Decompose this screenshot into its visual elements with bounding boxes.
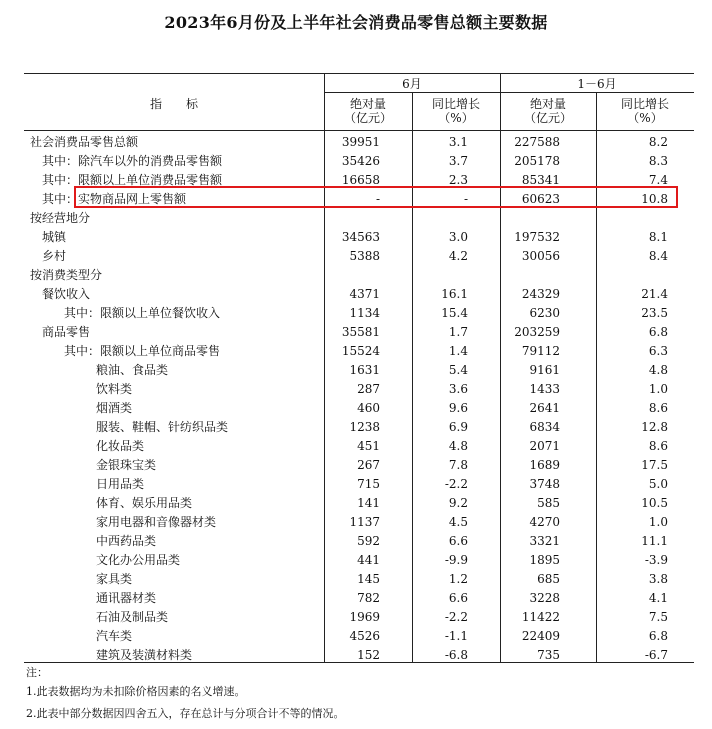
cell-j-yoy: 15.4 xyxy=(441,306,468,320)
cell-h-abs: 197532 xyxy=(514,230,560,244)
cell-j-yoy: 3.6 xyxy=(448,382,468,396)
cell-j-yoy: 1.4 xyxy=(448,344,468,358)
cell-j-yoy: 7.8 xyxy=(448,458,468,472)
cell-h-abs: 205178 xyxy=(514,154,560,168)
cell-h-abs: 85341 xyxy=(521,173,560,187)
row-label: 其中：实物商品网上零售额 xyxy=(42,192,187,206)
cell-h-yoy: 11.1 xyxy=(641,534,668,548)
cell-h-abs: 79112 xyxy=(521,344,560,358)
table-row xyxy=(24,589,694,608)
table-row xyxy=(24,570,694,589)
header-h1-yoy: 同比增长 （%） xyxy=(620,97,669,125)
cell-j-yoy: 3.1 xyxy=(448,135,468,149)
row-label: 按经营地分 xyxy=(30,211,91,225)
group-header-rule xyxy=(324,92,694,93)
cell-h-abs: 3228 xyxy=(529,591,560,605)
cell-j-abs: 1631 xyxy=(349,363,380,377)
row-label: 中西药品类 xyxy=(96,534,157,548)
cell-j-abs: 5388 xyxy=(349,249,380,263)
cell-h-abs: 22409 xyxy=(521,629,560,643)
cell-j-abs: 152 xyxy=(357,648,380,662)
cell-j-abs: 16658 xyxy=(341,173,380,187)
cell-h-yoy: 10.8 xyxy=(641,192,668,206)
table-row xyxy=(24,133,694,152)
row-label: 其中：限额以上单位餐饮收入 xyxy=(64,306,221,320)
notes-heading: 注： xyxy=(26,666,48,679)
cell-h-yoy: 8.6 xyxy=(648,439,668,453)
cell-h-yoy: 8.3 xyxy=(648,154,668,168)
cell-j-abs: 15524 xyxy=(341,344,380,358)
row-label: 社会消费品零售总额 xyxy=(30,135,139,149)
row-label: 其中：限额以上单位商品零售 xyxy=(64,344,221,358)
row-label: 家具类 xyxy=(96,572,133,586)
cell-h-abs: 3748 xyxy=(529,477,560,491)
cell-j-yoy: 9.2 xyxy=(448,496,468,510)
row-label: 汽车类 xyxy=(96,629,133,643)
cell-j-yoy: 16.1 xyxy=(441,287,468,301)
note-2: 2.此表中部分数据因四舍五入，存在总计与分项合计不等的情况。 xyxy=(26,707,345,720)
cell-h-yoy: 6.3 xyxy=(648,344,668,358)
cell-h-abs: 2071 xyxy=(529,439,560,453)
cell-j-yoy: -2.2 xyxy=(444,477,468,491)
cell-h-yoy: 23.5 xyxy=(641,306,668,320)
cell-h-yoy: 1.0 xyxy=(648,382,668,396)
cell-h-yoy: 21.4 xyxy=(641,287,668,301)
row-label: 烟酒类 xyxy=(96,401,133,415)
table-row xyxy=(24,399,694,418)
cell-h-abs: 30056 xyxy=(521,249,560,263)
table-row xyxy=(24,627,694,646)
cell-h-yoy: -6.7 xyxy=(644,648,668,662)
cell-j-abs: 4371 xyxy=(349,287,380,301)
cell-j-yoy: -6.8 xyxy=(444,648,468,662)
cell-j-abs: 1969 xyxy=(349,610,380,624)
cell-j-abs: 451 xyxy=(357,439,380,453)
cell-j-yoy: 1.7 xyxy=(448,325,468,339)
table-row xyxy=(24,323,694,342)
row-label: 城镇 xyxy=(42,230,67,244)
cell-h-yoy: 6.8 xyxy=(648,629,668,643)
cell-h-yoy: 8.1 xyxy=(648,230,668,244)
row-label: 按消费类型分 xyxy=(30,268,103,282)
row-label: 餐饮收入 xyxy=(42,287,91,301)
cell-h-abs: 735 xyxy=(537,648,560,662)
note-1: 1.此表数据均为未扣除价格因素的名义增速。 xyxy=(26,685,246,698)
cell-j-yoy: -9.9 xyxy=(444,553,468,567)
cell-h-abs: 1433 xyxy=(529,382,560,396)
table-row xyxy=(24,494,694,513)
cell-j-abs: - xyxy=(375,192,380,206)
highlight-box xyxy=(74,186,678,208)
cell-h-yoy: 7.4 xyxy=(648,173,668,187)
cell-j-abs: 592 xyxy=(357,534,380,548)
cell-j-abs: 441 xyxy=(357,553,380,567)
cell-j-abs: 4526 xyxy=(349,629,380,643)
cell-j-yoy: 9.6 xyxy=(448,401,468,415)
cell-h-abs: 203259 xyxy=(514,325,560,339)
table-row xyxy=(24,437,694,456)
header-h1-abs: 绝对量 （亿元） xyxy=(523,97,572,125)
cell-h-abs: 1895 xyxy=(529,553,560,567)
table-row xyxy=(24,418,694,437)
row-label: 其中：限额以上单位消费品零售额 xyxy=(42,173,223,187)
row-label: 通讯器材类 xyxy=(96,591,157,605)
cell-j-abs: 35426 xyxy=(341,154,380,168)
cell-j-yoy: 3.0 xyxy=(448,230,468,244)
cell-h-abs: 585 xyxy=(537,496,560,510)
cell-j-yoy: 3.7 xyxy=(448,154,468,168)
header-june: 6月 xyxy=(402,77,422,91)
row-label: 商品零售 xyxy=(42,325,91,339)
table-row xyxy=(24,342,694,361)
cell-j-abs: 782 xyxy=(357,591,380,605)
table-row xyxy=(24,608,694,627)
cell-h-abs: 2641 xyxy=(529,401,560,415)
cell-j-abs: 34563 xyxy=(341,230,380,244)
table-row xyxy=(24,532,694,551)
cell-j-abs: 145 xyxy=(357,572,380,586)
cell-h-abs: 60623 xyxy=(521,192,560,206)
header-june-yoy: 同比增长 （%） xyxy=(431,97,480,125)
table-row xyxy=(24,513,694,532)
cell-j-yoy: 4.5 xyxy=(448,515,468,529)
cell-j-yoy: 4.2 xyxy=(448,249,468,263)
cell-h-yoy: 8.4 xyxy=(648,249,668,263)
cell-h-yoy: 4.1 xyxy=(648,591,668,605)
cell-j-abs: 715 xyxy=(357,477,380,491)
cell-h-abs: 11422 xyxy=(521,610,560,624)
cell-j-abs: 1137 xyxy=(349,515,380,529)
row-label: 文化办公用品类 xyxy=(96,553,181,567)
table-row xyxy=(24,209,694,228)
cell-h-yoy: 8.2 xyxy=(648,135,668,149)
cell-j-abs: 1134 xyxy=(349,306,380,320)
cell-j-yoy: -2.2 xyxy=(444,610,468,624)
cell-j-yoy: 5.4 xyxy=(448,363,468,377)
cell-j-abs: 35581 xyxy=(341,325,380,339)
cell-j-yoy: 6.6 xyxy=(448,591,468,605)
table-row xyxy=(24,475,694,494)
row-label: 体育、娱乐用品类 xyxy=(96,496,193,510)
table-row xyxy=(24,152,694,171)
header-bottom-rule xyxy=(24,130,694,131)
row-label: 石油及制品类 xyxy=(96,610,169,624)
cell-h-yoy: 5.0 xyxy=(648,477,668,491)
row-label: 日用品类 xyxy=(96,477,145,491)
table-row xyxy=(24,551,694,570)
table-row xyxy=(24,304,694,323)
cell-j-abs: 460 xyxy=(357,401,380,415)
row-label: 饮料类 xyxy=(96,382,133,396)
cell-h-yoy: 6.8 xyxy=(648,325,668,339)
table-top-rule xyxy=(24,73,694,74)
cell-h-abs: 4270 xyxy=(529,515,560,529)
row-label: 其中：除汽车以外的消费品零售额 xyxy=(42,154,223,168)
cell-j-abs: 141 xyxy=(357,496,380,510)
cell-j-yoy: 1.2 xyxy=(448,572,468,586)
cell-h-yoy: 3.8 xyxy=(648,572,668,586)
cell-h-abs: 6834 xyxy=(529,420,560,434)
cell-j-abs: 39951 xyxy=(341,135,380,149)
cell-h-abs: 9161 xyxy=(529,363,560,377)
header-june-abs: 绝对量 （亿元） xyxy=(343,97,392,125)
cell-j-yoy: 4.8 xyxy=(448,439,468,453)
cell-h-yoy: 10.5 xyxy=(641,496,668,510)
row-label: 家用电器和音像器材类 xyxy=(96,515,217,529)
row-label: 服装、鞋帽、针纺织品类 xyxy=(96,420,229,434)
cell-h-abs: 24329 xyxy=(521,287,560,301)
table-row xyxy=(24,247,694,266)
cell-j-yoy: 6.9 xyxy=(448,420,468,434)
table-row xyxy=(24,456,694,475)
cell-h-yoy: 17.5 xyxy=(641,458,668,472)
row-label: 金银珠宝类 xyxy=(96,458,157,472)
cell-j-yoy: 6.6 xyxy=(448,534,468,548)
row-label: 建筑及装潢材料类 xyxy=(96,648,193,662)
cell-h-yoy: 1.0 xyxy=(648,515,668,529)
table-row xyxy=(24,228,694,247)
cell-h-abs: 227588 xyxy=(514,135,560,149)
cell-h-yoy: 12.8 xyxy=(641,420,668,434)
cell-j-yoy: - xyxy=(463,192,468,206)
table-row xyxy=(24,285,694,304)
header-h1: 1－6月 xyxy=(577,77,617,91)
row-label: 化妆品类 xyxy=(96,439,145,453)
table-row xyxy=(24,266,694,285)
cell-h-abs: 3321 xyxy=(529,534,560,548)
cell-j-yoy: -1.1 xyxy=(444,629,468,643)
cell-h-abs: 6230 xyxy=(529,306,560,320)
row-label: 粮油、食品类 xyxy=(96,363,169,377)
row-label: 乡村 xyxy=(42,249,67,263)
header-indicator: 指 标 xyxy=(149,97,198,111)
cell-h-yoy: 7.5 xyxy=(648,610,668,624)
cell-j-abs: 267 xyxy=(357,458,380,472)
table-row xyxy=(24,361,694,380)
cell-h-yoy: 4.8 xyxy=(648,363,668,377)
table-row xyxy=(24,646,694,665)
table-row xyxy=(24,380,694,399)
cell-h-yoy: 8.6 xyxy=(648,401,668,415)
page-title: 2023年6月份及上半年社会消费品零售总额主要数据 xyxy=(164,13,548,32)
cell-h-yoy: -3.9 xyxy=(644,553,668,567)
cell-h-abs: 1689 xyxy=(529,458,560,472)
cell-h-abs: 685 xyxy=(537,572,560,586)
cell-j-abs: 287 xyxy=(357,382,380,396)
cell-j-abs: 1238 xyxy=(349,420,380,434)
cell-j-yoy: 2.3 xyxy=(448,173,468,187)
